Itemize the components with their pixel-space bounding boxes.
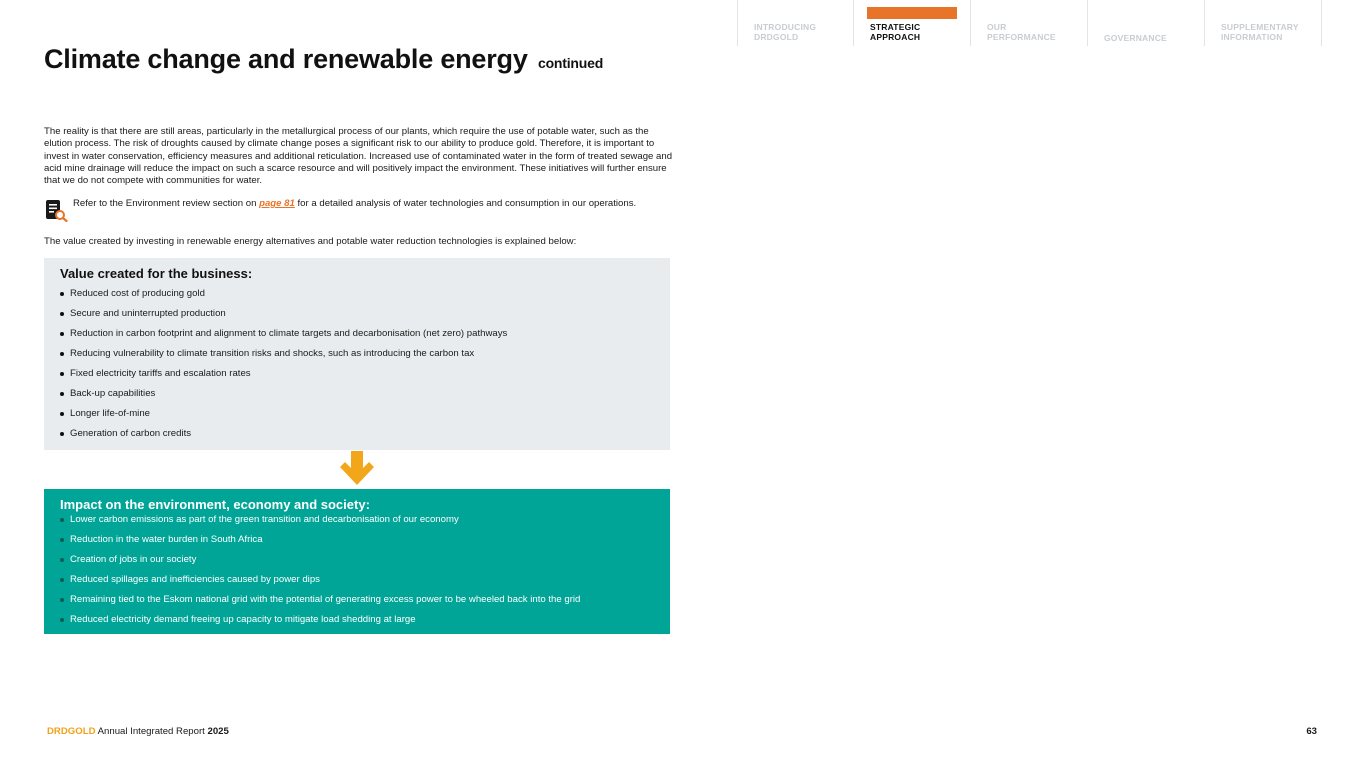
value-created-list <box>60 288 654 448</box>
tab-governance[interactable] <box>1088 0 1205 46</box>
list-item: Remaining tied to the Eskom national grid with the potential of generating excess power to be wheeled back into the grid <box>60 594 654 614</box>
list-item: Reduced spillages and inefficiencies caused by power dips <box>60 574 654 594</box>
tab-label: SUPPLEMENTARY INFORMATION <box>1221 22 1299 42</box>
list-item: Longer life-of-mine <box>60 408 654 428</box>
list-item: Fixed electricity tariffs and escalation rates <box>60 368 654 388</box>
list-item: Reduction in the water burden in South Africa <box>60 534 654 554</box>
list-item: Creation of jobs in our society <box>60 554 654 574</box>
list-item: Reduced cost of producing gold <box>60 288 654 308</box>
value-created-box <box>44 258 670 450</box>
list-item: Secure and uninterrupted production <box>60 308 654 328</box>
tab-introducing-drdgold[interactable] <box>737 0 854 46</box>
list-item: Reducing vulnerability to climate transition risks and shocks, such as introducing the carbon tax <box>60 348 654 368</box>
reference-text <box>73 198 636 222</box>
footer <box>47 726 229 737</box>
reference-prefix: Refer to the Environment review section on <box>73 198 260 209</box>
tab-strategic-approach[interactable] <box>854 0 971 46</box>
list-item: Generation of carbon credits <box>60 428 654 448</box>
page-title <box>44 44 603 75</box>
tab-label: OUR PERFORMANCE <box>987 22 1056 42</box>
tab-label: INTRODUCING DRDGOLD <box>754 22 817 42</box>
footer-year: 2025 <box>207 726 229 737</box>
reference-suffix: for a detailed analysis of water technologies and consumption in our operations. <box>294 198 637 209</box>
impact-box <box>44 489 670 634</box>
intro-paragraph: The reality is that there are still areas, particularly in the metallurgical process of our plants, which require the use of potable water, such as the elution process. The risk of droughts caused by climate change poses a significant risk to our ability to produce gold. Therefore, it is important to invest in water conservation, efficiency measures and additional reticulation. Increased use of contaminated water in the form of treated sewage and acid mine drainage will reduce the impact on such a scarce resource and will positively impact the environment. These initiatives will further ensure that we do not compete with communities for water. <box>44 126 673 187</box>
document-search-icon <box>44 198 68 222</box>
value-created-heading: Value created for the business: <box>60 266 253 281</box>
top-navigation <box>737 0 1322 46</box>
page-title-suffix: continued <box>537 55 604 71</box>
footer-brand: DRDGOLD <box>47 726 96 737</box>
impact-heading: Impact on the environment, economy and society: <box>60 497 370 512</box>
footer-report-name: Annual Integrated Report <box>95 726 208 737</box>
page-81-link[interactable]: page 81 <box>259 198 295 209</box>
list-item: Reduction in carbon footprint and alignment to climate targets and decarbonisation (net zero) pathways <box>60 328 654 348</box>
tab-label: STRATEGIC APPROACH <box>870 22 921 42</box>
reference-note <box>44 198 676 222</box>
arrow-down-icon <box>340 451 374 487</box>
impact-list <box>60 514 654 634</box>
page-title-text: Climate change and renewable energy <box>44 44 528 74</box>
tab-label: GOVERNANCE <box>1104 33 1167 43</box>
list-item: Lower carbon emissions as part of the green transition and decarbonisation of our economy <box>60 514 654 534</box>
tab-supplementary-information[interactable] <box>1205 0 1322 46</box>
tab-our-performance[interactable] <box>971 0 1088 46</box>
page-number: 63 <box>1306 726 1317 737</box>
value-intro-paragraph: The value created by investing in renewable energy alternatives and potable water reduction technologies is explained below: <box>44 236 577 247</box>
list-item: Reduced electricity demand freeing up capacity to mitigate load shedding at large <box>60 614 654 634</box>
list-item: Back-up capabilities <box>60 388 654 408</box>
